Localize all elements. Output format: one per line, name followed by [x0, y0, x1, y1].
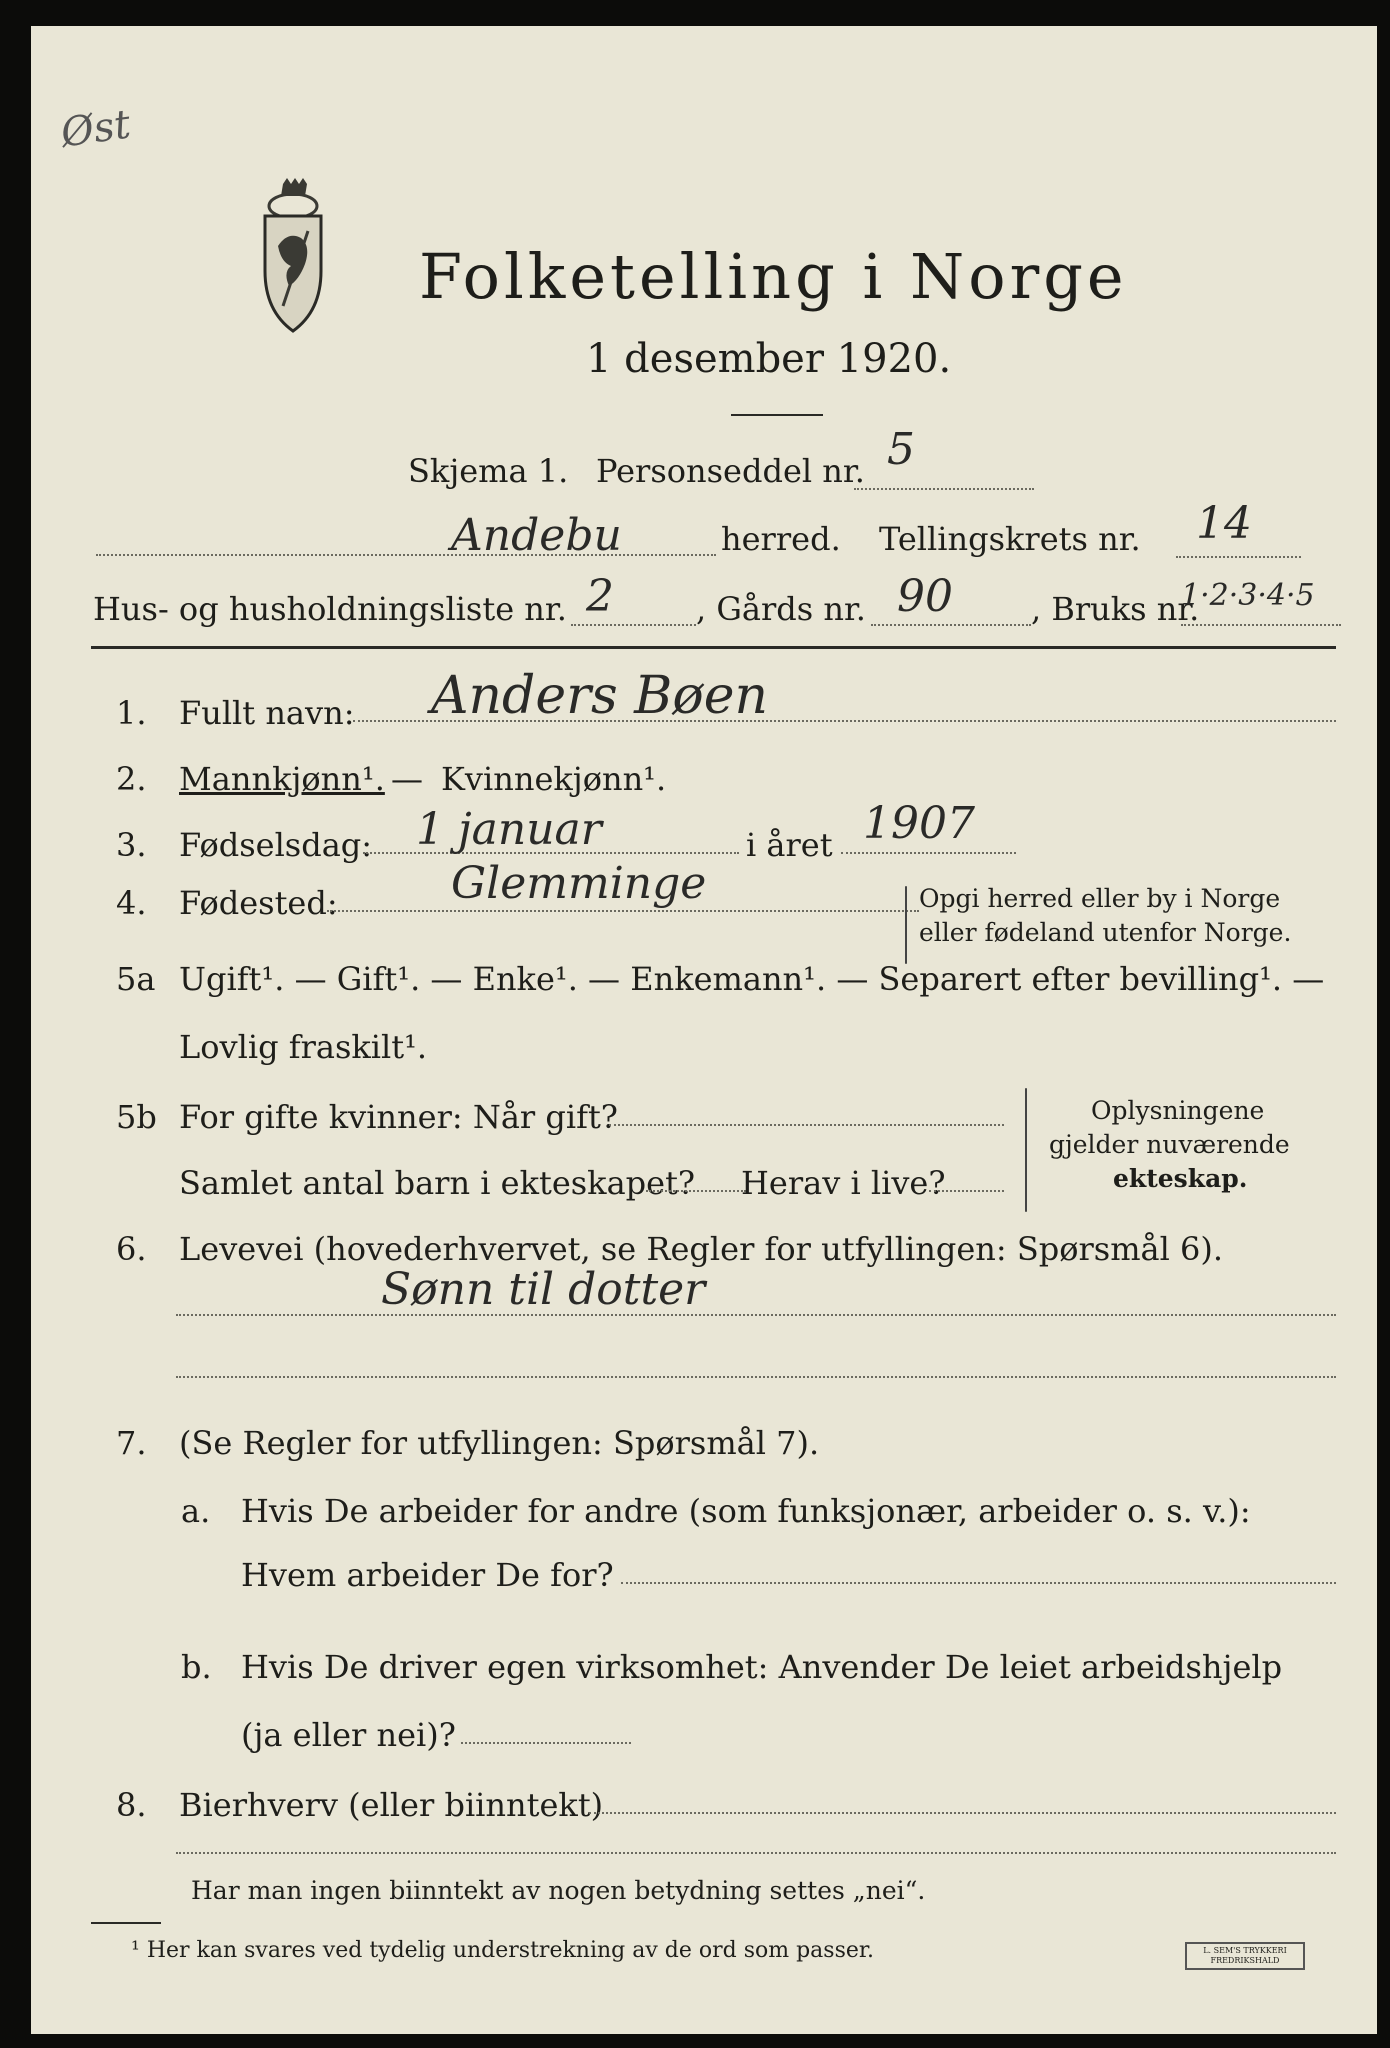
q2-male-option[interactable]: Mannkjønn¹. [179, 760, 385, 798]
husliste-value[interactable]: 2 [586, 571, 614, 622]
q5b-brace [1025, 1088, 1027, 1212]
q5b-married-when: For gifte kvinner: Når gift? [179, 1098, 618, 1136]
q6-line-2 [176, 1376, 1336, 1378]
q5a-options-cont[interactable]: Lovlig fraskilt¹. [179, 1028, 428, 1066]
q3-label: Fødselsdag: [179, 826, 373, 864]
q7a-line-1: Hvis De arbeider for andre (som funksjonær, arbeider o. s. v.): [241, 1492, 1251, 1530]
q5b-number: 5b [116, 1098, 157, 1136]
q8-line-2 [176, 1852, 1336, 1854]
q5a-number: 5a [116, 960, 156, 998]
q3-number: 3. [116, 826, 147, 864]
q5b-alive-line [929, 1190, 1004, 1192]
q7b-line-1: Hvis De driver egen virksomhet: Anvender De leiet arbeidshjelp [241, 1648, 1283, 1686]
q7a-line-2: Hvem arbeider De for? [241, 1556, 614, 1594]
title-divider [731, 414, 823, 416]
q4-line [327, 910, 919, 912]
tellingskrets-line [1176, 556, 1301, 558]
q5b-children-line [646, 1190, 746, 1192]
bruks-label: , Bruks nr. [1031, 590, 1200, 628]
coat-of-arms-icon [253, 176, 333, 336]
header-rule [91, 646, 1336, 649]
q5b-married-line [609, 1124, 1004, 1126]
q2-separator: — [391, 760, 423, 798]
q5b-note-2: gjelder nuværende [1049, 1130, 1290, 1159]
q5b-note-1: Oplysningene [1091, 1096, 1265, 1125]
personseddel-label: Personseddel nr. [596, 452, 865, 490]
footnote: ¹ Her kan svares ved tydelig understrekning av de ord som passer. [131, 1938, 874, 1963]
q2-female-option[interactable]: Kvinnekjønn¹. [441, 760, 667, 798]
q6-number: 6. [116, 1230, 147, 1268]
q3-year-value[interactable]: 1907 [863, 798, 975, 849]
q5a-options[interactable]: Ugift¹. — Gift¹. — Enke¹. — Enkemann¹. — Separert efter bevilling¹. — [179, 960, 1325, 998]
q6-value[interactable]: Sønn til dotter [381, 1264, 706, 1315]
q1-number: 1. [116, 694, 147, 732]
herred-line [96, 554, 716, 556]
q5b-note-3: ekteskap. [1113, 1164, 1248, 1193]
personseddel-line [854, 488, 1034, 490]
q4-note-1: Opgi herred eller by i Norge [919, 884, 1281, 913]
q3-year-line [841, 852, 1016, 854]
q7-label: (Se Regler for utfyllingen: Spørsmål 7). [179, 1424, 820, 1462]
q7b-line-2: (ja eller nei)? [241, 1716, 456, 1754]
q2-number: 2. [116, 760, 147, 798]
marginal-note: Øst [58, 101, 134, 157]
q3-value[interactable]: 1 januar [416, 804, 602, 855]
bruks-line [1181, 624, 1341, 626]
q8-number: 8. [116, 1786, 147, 1824]
q5b-children: Samlet antal barn i ekteskapet? [179, 1164, 696, 1202]
q7b-letter: b. [181, 1648, 212, 1686]
census-date: 1 desember 1920. [586, 336, 952, 382]
gards-line [871, 624, 1031, 626]
printer-stamp: L. SEM'S TRYKKERI FREDRIKSHALD [1185, 1942, 1305, 1970]
gards-value[interactable]: 90 [897, 571, 953, 622]
q4-brace [905, 886, 907, 964]
herred-label: herred. [721, 520, 841, 558]
husliste-line [571, 624, 696, 626]
q1-label: Fullt navn: [179, 694, 355, 732]
q7a-letter: a. [181, 1492, 211, 1530]
bruks-value[interactable]: 1·2·3·4·5 [1181, 578, 1315, 613]
q8-line-1 [589, 1812, 1336, 1814]
husliste-label: Hus- og husholdningsliste nr. [93, 590, 567, 628]
q7b-answer-line [461, 1742, 631, 1744]
q4-value[interactable]: Glemminge [451, 858, 707, 909]
q8-label: Bierhverv (eller biinntekt) [179, 1786, 604, 1824]
q5b-alive: Herav i live? [741, 1164, 946, 1202]
form-title: Folketelling i Norge [419, 240, 1128, 313]
q7a-answer-line [621, 1582, 1336, 1584]
q8-note: Har man ingen biinntekt av nogen betydning settes „nei“. [191, 1876, 926, 1905]
footnote-rule [91, 1922, 161, 1924]
q4-note-2: eller fødeland utenfor Norge. [919, 918, 1292, 947]
tellingskrets-value[interactable]: 14 [1196, 498, 1252, 549]
q3-year-label: i året [746, 826, 833, 864]
q6-line-1 [176, 1314, 1336, 1316]
q6-label: Levevei (hovederhvervet, se Regler for utfyllingen: Spørsmål 6). [179, 1230, 1224, 1268]
herred-value[interactable]: Andebu [451, 510, 622, 561]
tellingskrets-label: Tellingskrets nr. [879, 520, 1141, 558]
personseddel-value[interactable]: 5 [887, 424, 915, 475]
census-form [31, 26, 1377, 2034]
skjema-label: Skjema 1. [408, 452, 569, 490]
q4-number: 4. [116, 884, 147, 922]
gards-label: , Gårds nr. [696, 590, 866, 628]
q1-value[interactable]: Anders Bøen [431, 666, 768, 726]
q7-number: 7. [116, 1424, 147, 1462]
q4-label: Fødested: [179, 884, 338, 922]
